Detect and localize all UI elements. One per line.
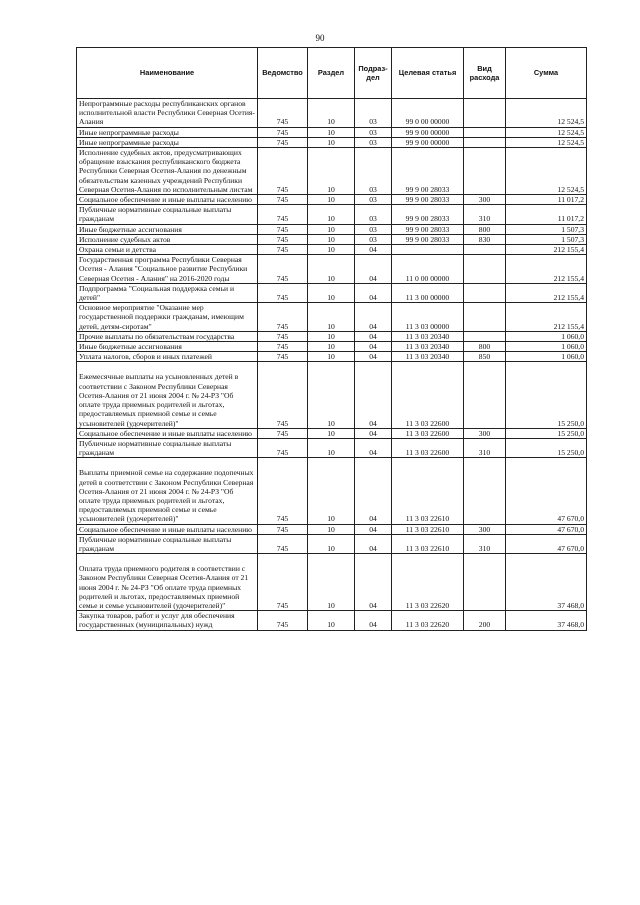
- cell-target: 11 3 03 22610: [392, 458, 464, 524]
- cell-name: Исполнение судебных актов: [77, 234, 258, 244]
- cell-section: 10: [308, 331, 355, 341]
- cell-target: 99 9 00 28033: [392, 224, 464, 234]
- cell-subsection: 04: [355, 534, 392, 553]
- cell-amount: 212 155,4: [506, 245, 587, 255]
- cell-target: 11 3 03 20340: [392, 331, 464, 341]
- cell-name: Публичные нормативные социальные выплаты гражданам: [77, 534, 258, 553]
- cell-subsection: 04: [355, 524, 392, 534]
- cell-dept: 745: [258, 352, 308, 362]
- cell-subsection: 03: [355, 99, 392, 128]
- cell-dept: 745: [258, 255, 308, 284]
- cell-dept: 745: [258, 148, 308, 195]
- cell-name: Социальное обеспечение и иные выплаты населению: [77, 428, 258, 438]
- cell-amount: 12 524,5: [506, 127, 587, 137]
- cell-exptype: [464, 245, 506, 255]
- cell-amount: 12 524,5: [506, 137, 587, 147]
- cell-exptype: 300: [464, 428, 506, 438]
- table-row: [77, 331, 587, 341]
- cell-section: 10: [308, 428, 355, 438]
- cell-target: 11 3 03 22610: [392, 534, 464, 553]
- table-row: [77, 234, 587, 244]
- cell-dept: 745: [258, 362, 308, 428]
- cell-amount: 11 017,2: [506, 205, 587, 224]
- table-row: [77, 303, 587, 332]
- cell-exptype: 310: [464, 534, 506, 553]
- header-name: Наименование: [77, 48, 258, 99]
- cell-name: Прочие выплаты по обязательствам государства: [77, 331, 258, 341]
- cell-section: 10: [308, 245, 355, 255]
- table-row: [77, 99, 587, 128]
- cell-target: 99 9 00 00000: [392, 137, 464, 147]
- cell-section: 10: [308, 99, 355, 128]
- header-exptype: Вид расхода: [464, 48, 506, 99]
- cell-target: 11 3 03 22620: [392, 611, 464, 630]
- cell-dept: 745: [258, 137, 308, 147]
- cell-section: 10: [308, 362, 355, 428]
- cell-name: Уплата налогов, сборов и иных платежей: [77, 352, 258, 362]
- cell-amount: 1 060,0: [506, 342, 587, 352]
- cell-dept: 745: [258, 342, 308, 352]
- table-row: [77, 255, 587, 284]
- cell-dept: 745: [258, 195, 308, 205]
- cell-subsection: 04: [355, 458, 392, 524]
- cell-exptype: 310: [464, 205, 506, 224]
- table-row: [77, 352, 587, 362]
- cell-target: 99 9 00 28033: [392, 234, 464, 244]
- cell-section: 10: [308, 283, 355, 302]
- cell-subsection: 04: [355, 352, 392, 362]
- cell-amount: 1 507,3: [506, 224, 587, 234]
- cell-exptype: [464, 255, 506, 284]
- cell-dept: 745: [258, 127, 308, 137]
- cell-target: 99 9 00 28033: [392, 195, 464, 205]
- cell-dept: 745: [258, 458, 308, 524]
- cell-dept: 745: [258, 283, 308, 302]
- cell-name: Непрограммные расходы республиканских органов исполнительной власти Республики Северная Осетия-Алания: [77, 99, 258, 128]
- cell-target: [392, 245, 464, 255]
- cell-name: Иные непрограммные расходы: [77, 137, 258, 147]
- table-row: [77, 428, 587, 438]
- cell-exptype: 310: [464, 438, 506, 457]
- cell-amount: 1 060,0: [506, 331, 587, 341]
- cell-exptype: [464, 137, 506, 147]
- cell-dept: 745: [258, 234, 308, 244]
- cell-name: Оплата труда приемного родителя в соответствии с Законом Республики Северная Осетия-Алания от 21 июня 2004 г. № 24-РЗ "Об оплате труда приемных родителей и льготах, предоставляемых приемной семье и семье усыновителей (удочерителей)": [77, 554, 258, 611]
- cell-name: Выплаты приемной семье на содержание подопечных детей в соответствии с Законом Республики Северная Осетия-Алания от 21 июня 2004 г. № 24-РЗ "Об оплате труда приемных родителей и льготах, предоставляемых приемной семье и семье усыновителей (удочерителей)": [77, 458, 258, 524]
- cell-dept: 745: [258, 554, 308, 611]
- cell-subsection: 04: [355, 438, 392, 457]
- cell-subsection: 03: [355, 148, 392, 195]
- cell-exptype: [464, 303, 506, 332]
- cell-dept: 745: [258, 428, 308, 438]
- cell-exptype: 800: [464, 342, 506, 352]
- cell-name: Публичные нормативные социальные выплаты гражданам: [77, 438, 258, 457]
- cell-target: 11 3 03 20340: [392, 352, 464, 362]
- cell-exptype: [464, 148, 506, 195]
- cell-exptype: [464, 283, 506, 302]
- cell-name: Государственная программа Республики Северная Осетия - Алания "Социальное развитие Республики Северная Осетия - Алания" на 2016-2020 годы: [77, 255, 258, 284]
- cell-target: 11 0 00 00000: [392, 255, 464, 284]
- table-row: [77, 438, 587, 457]
- page-number: 90: [315, 33, 325, 43]
- cell-target: 11 3 03 20340: [392, 342, 464, 352]
- cell-name: Подпрограмма "Социальная поддержка семьи и детей": [77, 283, 258, 302]
- cell-amount: 11 017,2: [506, 195, 587, 205]
- cell-section: 10: [308, 255, 355, 284]
- cell-dept: 745: [258, 331, 308, 341]
- cell-target: 11 3 03 22610: [392, 524, 464, 534]
- cell-amount: 37 468,0: [506, 554, 587, 611]
- cell-section: 10: [308, 342, 355, 352]
- cell-exptype: [464, 331, 506, 341]
- cell-section: 10: [308, 524, 355, 534]
- cell-subsection: 04: [355, 255, 392, 284]
- cell-dept: 745: [258, 524, 308, 534]
- cell-exptype: 300: [464, 195, 506, 205]
- table-row: [77, 224, 587, 234]
- cell-target: 99 9 00 00000: [392, 127, 464, 137]
- cell-dept: 745: [258, 205, 308, 224]
- table-row: [77, 127, 587, 137]
- cell-subsection: 04: [355, 554, 392, 611]
- cell-amount: 212 155,4: [506, 303, 587, 332]
- cell-dept: 745: [258, 224, 308, 234]
- cell-name: Закупка товаров, работ и услуг для обеспечения государственных (муниципальных) нужд: [77, 611, 258, 630]
- cell-name: Охрана семьи и детства: [77, 245, 258, 255]
- cell-section: 10: [308, 224, 355, 234]
- cell-section: 10: [308, 137, 355, 147]
- cell-section: 10: [308, 148, 355, 195]
- cell-exptype: [464, 99, 506, 128]
- cell-amount: 15 250,0: [506, 362, 587, 428]
- cell-target: 11 3 03 00000: [392, 303, 464, 332]
- cell-amount: 47 670,0: [506, 458, 587, 524]
- table-row: [77, 148, 587, 195]
- cell-subsection: 04: [355, 342, 392, 352]
- cell-target: 11 3 03 22600: [392, 438, 464, 457]
- cell-exptype: 300: [464, 524, 506, 534]
- cell-amount: 212 155,4: [506, 283, 587, 302]
- cell-exptype: 850: [464, 352, 506, 362]
- cell-dept: 745: [258, 611, 308, 630]
- cell-name: Иные бюджетные ассигнования: [77, 224, 258, 234]
- cell-exptype: [464, 554, 506, 611]
- cell-subsection: 04: [355, 611, 392, 630]
- cell-amount: 15 250,0: [506, 438, 587, 457]
- cell-exptype: 200: [464, 611, 506, 630]
- cell-section: 10: [308, 458, 355, 524]
- cell-subsection: 04: [355, 303, 392, 332]
- table-row: [77, 458, 587, 524]
- cell-amount: 12 524,5: [506, 148, 587, 195]
- cell-subsection: 04: [355, 331, 392, 341]
- cell-subsection: 04: [355, 283, 392, 302]
- cell-name: Публичные нормативные социальные выплаты гражданам: [77, 205, 258, 224]
- header-dept: Ведомство: [258, 48, 308, 99]
- cell-target: 11 3 03 22600: [392, 428, 464, 438]
- cell-dept: 745: [258, 438, 308, 457]
- cell-subsection: 03: [355, 224, 392, 234]
- cell-target: 11 3 03 22620: [392, 554, 464, 611]
- table-row: [77, 245, 587, 255]
- header-subsection: Подраз- дел: [355, 48, 392, 99]
- cell-subsection: 03: [355, 127, 392, 137]
- table-row: [77, 342, 587, 352]
- cell-dept: 745: [258, 245, 308, 255]
- cell-name: Социальное обеспечение и иные выплаты населению: [77, 195, 258, 205]
- header-section: Раздел: [308, 48, 355, 99]
- cell-section: 10: [308, 554, 355, 611]
- table-row: [77, 195, 587, 205]
- cell-subsection: 03: [355, 234, 392, 244]
- cell-dept: 745: [258, 534, 308, 553]
- cell-target: 99 9 00 28033: [392, 205, 464, 224]
- table-row: [77, 283, 587, 302]
- cell-name: Ежемесячные выплаты на усыновленных детей в соответствии с Законом Республики Северная Осетия-Алания от 21 июня 2004 г. № 24-РЗ "Об оплате труда приемных родителей и льготах, предоставляемых приемной семье и семье усыновителей (удочерителей)": [77, 362, 258, 428]
- cell-section: 10: [308, 352, 355, 362]
- cell-section: 10: [308, 303, 355, 332]
- cell-dept: 745: [258, 99, 308, 128]
- budget-table: [76, 47, 587, 631]
- table-row: [77, 524, 587, 534]
- cell-amount: 212 155,4: [506, 255, 587, 284]
- cell-section: 10: [308, 534, 355, 553]
- table-row: [77, 611, 587, 630]
- cell-section: 10: [308, 234, 355, 244]
- table-row: [77, 554, 587, 611]
- cell-amount: 1 060,0: [506, 352, 587, 362]
- cell-subsection: 04: [355, 428, 392, 438]
- cell-subsection: 03: [355, 195, 392, 205]
- cell-name: Исполнение судебных актов, предусматривающих обращение взыскания республиканского бюджета Республики Северная Осетия-Алания по денежным обязательствам казенных учреждений Республики Северная Осетия-Алания по исполнительным листам: [77, 148, 258, 195]
- header-target: Целевая статья: [392, 48, 464, 99]
- cell-exptype: [464, 127, 506, 137]
- table-row: [77, 534, 587, 553]
- table-body: [77, 99, 587, 631]
- table-row: [77, 137, 587, 147]
- cell-subsection: 03: [355, 137, 392, 147]
- cell-amount: 12 524,5: [506, 99, 587, 128]
- cell-target: 11 3 00 00000: [392, 283, 464, 302]
- cell-exptype: 830: [464, 234, 506, 244]
- cell-amount: 37 468,0: [506, 611, 587, 630]
- header-amount: Сумма: [506, 48, 587, 99]
- cell-exptype: 800: [464, 224, 506, 234]
- cell-name: Социальное обеспечение и иные выплаты населению: [77, 524, 258, 534]
- cell-target: 11 3 03 22600: [392, 362, 464, 428]
- cell-amount: 1 507,3: [506, 234, 587, 244]
- cell-dept: 745: [258, 303, 308, 332]
- table-row: [77, 362, 587, 428]
- cell-name: Основное мероприятие "Оказание мер государственной поддержки гражданам, имеющим детей, детям-сиротам": [77, 303, 258, 332]
- cell-subsection: 04: [355, 362, 392, 428]
- cell-exptype: [464, 362, 506, 428]
- cell-section: 10: [308, 195, 355, 205]
- cell-amount: 15 250,0: [506, 428, 587, 438]
- table-header-row: [77, 48, 587, 99]
- cell-target: 99 9 00 28033: [392, 148, 464, 195]
- cell-target: 99 0 00 00000: [392, 99, 464, 128]
- cell-amount: 47 670,0: [506, 534, 587, 553]
- cell-amount: 47 670,0: [506, 524, 587, 534]
- cell-subsection: 04: [355, 245, 392, 255]
- cell-section: 10: [308, 205, 355, 224]
- cell-subsection: 03: [355, 205, 392, 224]
- cell-exptype: [464, 458, 506, 524]
- cell-name: Иные непрограммные расходы: [77, 127, 258, 137]
- cell-section: 10: [308, 127, 355, 137]
- cell-section: 10: [308, 611, 355, 630]
- table-row: [77, 205, 587, 224]
- cell-section: 10: [308, 438, 355, 457]
- cell-name: Иные бюджетные ассигнования: [77, 342, 258, 352]
